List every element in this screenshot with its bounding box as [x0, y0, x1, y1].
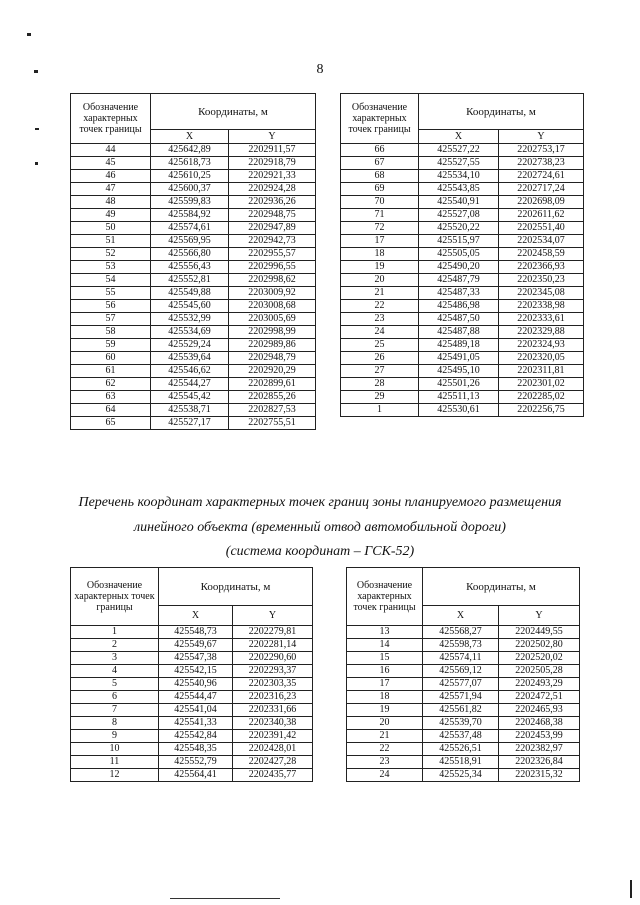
x-coordinate: 425549,88	[151, 287, 229, 300]
table-row	[71, 665, 313, 678]
x-coordinate: 425518,91	[423, 756, 499, 769]
table-row	[341, 222, 584, 235]
table-row	[71, 196, 316, 209]
scan-mark	[630, 880, 632, 898]
point-number: 11	[71, 756, 159, 769]
point-number: 63	[71, 391, 151, 404]
table-row	[71, 417, 316, 430]
point-number: 22	[347, 743, 423, 756]
y-coordinate: 2202324,93	[499, 339, 584, 352]
y-coordinate: 2202855,26	[229, 391, 316, 404]
header-designation: Обозначение характерных точек границы	[341, 94, 419, 144]
x-coordinate: 425501,26	[419, 378, 499, 391]
table-row	[71, 704, 313, 717]
point-number: 22	[341, 300, 419, 313]
y-coordinate: 2202717,24	[499, 183, 584, 196]
x-coordinate: 425545,60	[151, 300, 229, 313]
y-coordinate: 2202948,79	[229, 352, 316, 365]
y-coordinate: 2202936,26	[229, 196, 316, 209]
x-coordinate: 425548,73	[159, 626, 233, 639]
header-x: X	[423, 606, 499, 626]
point-number: 71	[341, 209, 419, 222]
x-coordinate: 425495,10	[419, 365, 499, 378]
x-coordinate: 425584,92	[151, 209, 229, 222]
y-coordinate: 2202331,66	[233, 704, 313, 717]
point-number: 72	[341, 222, 419, 235]
header-y: Y	[499, 606, 580, 626]
table-row	[71, 639, 313, 652]
table-row	[71, 678, 313, 691]
x-coordinate: 425540,96	[159, 678, 233, 691]
y-coordinate: 2202293,37	[233, 665, 313, 678]
point-number: 51	[71, 235, 151, 248]
y-coordinate: 2202918,79	[229, 157, 316, 170]
point-number: 57	[71, 313, 151, 326]
table-row	[341, 300, 584, 313]
scan-mark	[27, 33, 31, 36]
coordinates-table-2-left	[70, 567, 313, 782]
x-coordinate: 425600,37	[151, 183, 229, 196]
x-coordinate: 425598,73	[423, 639, 499, 652]
y-coordinate: 2202920,29	[229, 365, 316, 378]
table-row	[71, 261, 316, 274]
x-coordinate: 425552,81	[151, 274, 229, 287]
point-number: 60	[71, 352, 151, 365]
y-coordinate: 2202301,02	[499, 378, 584, 391]
caption-line-1: Перечень координат характерных точек границ зоны планируемого размещения	[78, 495, 562, 510]
x-coordinate: 425489,18	[419, 339, 499, 352]
point-number: 20	[347, 717, 423, 730]
table-row	[71, 691, 313, 704]
y-coordinate: 2202998,99	[229, 326, 316, 339]
table-row	[71, 365, 316, 378]
y-coordinate: 2202453,99	[499, 730, 580, 743]
point-number: 48	[71, 196, 151, 209]
table-row	[71, 248, 316, 261]
page-number: 8	[316, 62, 324, 77]
x-coordinate: 425542,15	[159, 665, 233, 678]
point-number: 20	[341, 274, 419, 287]
x-coordinate: 425547,38	[159, 652, 233, 665]
y-coordinate: 2202827,53	[229, 404, 316, 417]
table-row	[347, 756, 580, 769]
table-row	[71, 730, 313, 743]
x-coordinate: 425541,04	[159, 704, 233, 717]
x-coordinate: 425549,67	[159, 639, 233, 652]
point-number: 17	[347, 678, 423, 691]
x-coordinate: 425527,17	[151, 417, 229, 430]
point-number: 68	[341, 170, 419, 183]
point-number: 8	[71, 717, 159, 730]
header-coordinates: Координаты, м	[151, 94, 316, 130]
table-row	[71, 339, 316, 352]
x-coordinate: 425505,05	[419, 248, 499, 261]
y-coordinate: 2203005,69	[229, 313, 316, 326]
coordinates-table-2-right	[346, 567, 580, 782]
y-coordinate: 2202911,57	[229, 144, 316, 157]
table-row	[341, 209, 584, 222]
x-coordinate: 425540,91	[419, 196, 499, 209]
table-row	[71, 157, 316, 170]
table-row	[71, 652, 313, 665]
y-coordinate: 2202534,07	[499, 235, 584, 248]
y-coordinate: 2202458,59	[499, 248, 584, 261]
x-coordinate: 425546,62	[151, 365, 229, 378]
point-number: 21	[341, 287, 419, 300]
x-coordinate: 425561,82	[423, 704, 499, 717]
table-row	[71, 352, 316, 365]
point-number: 27	[341, 365, 419, 378]
x-coordinate: 425569,12	[423, 665, 499, 678]
scan-mark	[35, 128, 39, 130]
header-coordinates: Координаты, м	[419, 94, 584, 130]
y-coordinate: 2202279,81	[233, 626, 313, 639]
y-coordinate: 2202955,57	[229, 248, 316, 261]
table-row	[347, 769, 580, 782]
point-number: 19	[341, 261, 419, 274]
y-coordinate: 2202340,38	[233, 717, 313, 730]
table-row	[71, 274, 316, 287]
x-coordinate: 425487,79	[419, 274, 499, 287]
x-coordinate: 425486,98	[419, 300, 499, 313]
y-coordinate: 2202755,51	[229, 417, 316, 430]
x-coordinate: 425541,33	[159, 717, 233, 730]
y-coordinate: 2202350,23	[499, 274, 584, 287]
point-number: 17	[341, 235, 419, 248]
y-coordinate: 2202311,81	[499, 365, 584, 378]
caption-line-3: (система координат – ГСК-52)	[225, 544, 415, 559]
table-row	[71, 391, 316, 404]
table-row	[71, 717, 313, 730]
point-number: 7	[71, 704, 159, 717]
point-number: 46	[71, 170, 151, 183]
x-coordinate: 425527,55	[419, 157, 499, 170]
y-coordinate: 2202468,38	[499, 717, 580, 730]
y-coordinate: 2202329,88	[499, 326, 584, 339]
table-row	[71, 209, 316, 222]
table-row	[341, 365, 584, 378]
caption-line-2: линейного объекта (временный отвод автомобильной дороги)	[134, 520, 506, 535]
point-number: 54	[71, 274, 151, 287]
point-number: 47	[71, 183, 151, 196]
x-coordinate: 425490,20	[419, 261, 499, 274]
table-row	[341, 339, 584, 352]
y-coordinate: 2203008,68	[229, 300, 316, 313]
y-coordinate: 2202303,35	[233, 678, 313, 691]
header-designation: Обозначение характерных точек границы	[71, 568, 159, 626]
point-number: 67	[341, 157, 419, 170]
y-coordinate: 2203009,92	[229, 287, 316, 300]
table-row	[71, 183, 316, 196]
table-row	[347, 717, 580, 730]
header-x: X	[159, 606, 233, 626]
x-coordinate: 425544,47	[159, 691, 233, 704]
table-row	[71, 287, 316, 300]
table-row	[71, 144, 316, 157]
y-coordinate: 2202611,62	[499, 209, 584, 222]
point-number: 25	[341, 339, 419, 352]
y-coordinate: 2202998,62	[229, 274, 316, 287]
x-coordinate: 425511,13	[419, 391, 499, 404]
x-coordinate: 425577,07	[423, 678, 499, 691]
y-coordinate: 2202320,05	[499, 352, 584, 365]
bottom-rule	[170, 898, 280, 899]
point-number: 28	[341, 378, 419, 391]
x-coordinate: 425539,64	[151, 352, 229, 365]
y-coordinate: 2202551,40	[499, 222, 584, 235]
point-number: 58	[71, 326, 151, 339]
x-coordinate: 425548,35	[159, 743, 233, 756]
y-coordinate: 2202338,98	[499, 300, 584, 313]
point-number: 26	[341, 352, 419, 365]
table-row	[347, 678, 580, 691]
point-number: 64	[71, 404, 151, 417]
x-coordinate: 425542,84	[159, 730, 233, 743]
header-y: Y	[499, 130, 584, 144]
y-coordinate: 2202285,02	[499, 391, 584, 404]
y-coordinate: 2202290,60	[233, 652, 313, 665]
point-number: 44	[71, 144, 151, 157]
header-y: Y	[229, 130, 316, 144]
point-number: 70	[341, 196, 419, 209]
table-row	[71, 222, 316, 235]
point-number: 18	[341, 248, 419, 261]
point-number: 12	[71, 769, 159, 782]
coordinates-table-1-left	[70, 93, 316, 430]
x-coordinate: 425568,27	[423, 626, 499, 639]
point-number: 16	[347, 665, 423, 678]
y-coordinate: 2202899,61	[229, 378, 316, 391]
x-coordinate: 425552,79	[159, 756, 233, 769]
table-row	[341, 404, 584, 417]
table-row	[71, 378, 316, 391]
coordinates-table-1-right	[340, 93, 584, 417]
y-coordinate: 2202428,01	[233, 743, 313, 756]
x-coordinate: 425618,73	[151, 157, 229, 170]
point-number: 49	[71, 209, 151, 222]
point-number: 53	[71, 261, 151, 274]
point-number: 52	[71, 248, 151, 261]
x-coordinate: 425530,61	[419, 404, 499, 417]
point-number: 1	[71, 626, 159, 639]
y-coordinate: 2202738,23	[499, 157, 584, 170]
table-row	[71, 300, 316, 313]
point-number: 13	[347, 626, 423, 639]
table-row	[347, 652, 580, 665]
point-number: 23	[347, 756, 423, 769]
y-coordinate: 2202345,08	[499, 287, 584, 300]
x-coordinate: 425515,97	[419, 235, 499, 248]
table-row	[341, 157, 584, 170]
x-coordinate: 425539,70	[423, 717, 499, 730]
point-number: 14	[347, 639, 423, 652]
table-row	[341, 274, 584, 287]
header-designation: Обозначение характерных точек границы	[71, 94, 151, 144]
x-coordinate: 425543,85	[419, 183, 499, 196]
x-coordinate: 425487,88	[419, 326, 499, 339]
y-coordinate: 2202942,73	[229, 235, 316, 248]
y-coordinate: 2202753,17	[499, 144, 584, 157]
x-coordinate: 425534,69	[151, 326, 229, 339]
header-coordinates: Координаты, м	[159, 568, 313, 606]
header-x: X	[151, 130, 229, 144]
table-row	[341, 183, 584, 196]
y-coordinate: 2202315,32	[499, 769, 580, 782]
table-row	[347, 743, 580, 756]
table-row	[71, 756, 313, 769]
point-number: 3	[71, 652, 159, 665]
x-coordinate: 425487,50	[419, 313, 499, 326]
y-coordinate: 2202366,93	[499, 261, 584, 274]
x-coordinate: 425566,80	[151, 248, 229, 261]
table-row	[347, 691, 580, 704]
x-coordinate: 425525,34	[423, 769, 499, 782]
table-row	[341, 261, 584, 274]
point-number: 18	[347, 691, 423, 704]
x-coordinate: 425529,24	[151, 339, 229, 352]
y-coordinate: 2202724,61	[499, 170, 584, 183]
point-number: 55	[71, 287, 151, 300]
x-coordinate: 425545,42	[151, 391, 229, 404]
point-number: 45	[71, 157, 151, 170]
x-coordinate: 425610,25	[151, 170, 229, 183]
header-x: X	[419, 130, 499, 144]
x-coordinate: 425574,11	[423, 652, 499, 665]
table-row	[341, 313, 584, 326]
x-coordinate: 425487,33	[419, 287, 499, 300]
y-coordinate: 2202256,75	[499, 404, 584, 417]
y-coordinate: 2202989,86	[229, 339, 316, 352]
y-coordinate: 2202996,55	[229, 261, 316, 274]
scan-mark	[35, 162, 38, 165]
x-coordinate: 425544,27	[151, 378, 229, 391]
table-row	[347, 639, 580, 652]
header-designation: Обозначение характерных точек границы	[347, 568, 423, 626]
table-row	[341, 378, 584, 391]
table-row	[71, 769, 313, 782]
y-coordinate: 2202502,80	[499, 639, 580, 652]
point-number: 15	[347, 652, 423, 665]
point-number: 65	[71, 417, 151, 430]
table-row	[71, 743, 313, 756]
x-coordinate: 425574,61	[151, 222, 229, 235]
y-coordinate: 2202391,42	[233, 730, 313, 743]
y-coordinate: 2202281,14	[233, 639, 313, 652]
point-number: 1	[341, 404, 419, 417]
table-row	[71, 313, 316, 326]
x-coordinate: 425526,51	[423, 743, 499, 756]
table-row	[347, 626, 580, 639]
point-number: 24	[341, 326, 419, 339]
table-row	[341, 352, 584, 365]
table-row	[71, 326, 316, 339]
x-coordinate: 425527,08	[419, 209, 499, 222]
table-row	[341, 391, 584, 404]
y-coordinate: 2202947,89	[229, 222, 316, 235]
table-row	[71, 404, 316, 417]
y-coordinate: 2202427,28	[233, 756, 313, 769]
x-coordinate: 425534,10	[419, 170, 499, 183]
table-row	[341, 170, 584, 183]
table-row	[341, 326, 584, 339]
table-row	[71, 235, 316, 248]
x-coordinate: 425527,22	[419, 144, 499, 157]
point-number: 62	[71, 378, 151, 391]
table-row	[341, 196, 584, 209]
x-coordinate: 425556,43	[151, 261, 229, 274]
header-y: Y	[233, 606, 313, 626]
point-number: 50	[71, 222, 151, 235]
table-row	[341, 235, 584, 248]
y-coordinate: 2202449,55	[499, 626, 580, 639]
point-number: 10	[71, 743, 159, 756]
point-number: 6	[71, 691, 159, 704]
point-number: 59	[71, 339, 151, 352]
y-coordinate: 2202698,09	[499, 196, 584, 209]
x-coordinate: 425564,41	[159, 769, 233, 782]
y-coordinate: 2202382,97	[499, 743, 580, 756]
table-row	[347, 730, 580, 743]
table-row	[347, 704, 580, 717]
x-coordinate: 425532,99	[151, 313, 229, 326]
point-number: 5	[71, 678, 159, 691]
point-number: 2	[71, 639, 159, 652]
y-coordinate: 2202493,29	[499, 678, 580, 691]
header-coordinates: Координаты, м	[423, 568, 580, 606]
point-number: 9	[71, 730, 159, 743]
point-number: 23	[341, 313, 419, 326]
point-number: 61	[71, 365, 151, 378]
table-row	[71, 170, 316, 183]
y-coordinate: 2202505,28	[499, 665, 580, 678]
x-coordinate: 425599,83	[151, 196, 229, 209]
x-coordinate: 425520,22	[419, 222, 499, 235]
table-row	[71, 626, 313, 639]
y-coordinate: 2202924,28	[229, 183, 316, 196]
y-coordinate: 2202316,23	[233, 691, 313, 704]
y-coordinate: 2202465,93	[499, 704, 580, 717]
point-number: 21	[347, 730, 423, 743]
point-number: 24	[347, 769, 423, 782]
y-coordinate: 2202326,84	[499, 756, 580, 769]
point-number: 19	[347, 704, 423, 717]
point-number: 56	[71, 300, 151, 313]
point-number: 4	[71, 665, 159, 678]
point-number: 29	[341, 391, 419, 404]
table-row	[341, 144, 584, 157]
y-coordinate: 2202520,02	[499, 652, 580, 665]
x-coordinate: 425569,95	[151, 235, 229, 248]
x-coordinate: 425537,48	[423, 730, 499, 743]
point-number: 66	[341, 144, 419, 157]
x-coordinate: 425642,89	[151, 144, 229, 157]
point-number: 69	[341, 183, 419, 196]
table-row	[341, 287, 584, 300]
table-row	[347, 665, 580, 678]
y-coordinate: 2202333,61	[499, 313, 584, 326]
table-row	[341, 248, 584, 261]
y-coordinate: 2202921,33	[229, 170, 316, 183]
y-coordinate: 2202472,51	[499, 691, 580, 704]
x-coordinate: 425538,71	[151, 404, 229, 417]
x-coordinate: 425571,94	[423, 691, 499, 704]
y-coordinate: 2202435,77	[233, 769, 313, 782]
y-coordinate: 2202948,75	[229, 209, 316, 222]
x-coordinate: 425491,05	[419, 352, 499, 365]
